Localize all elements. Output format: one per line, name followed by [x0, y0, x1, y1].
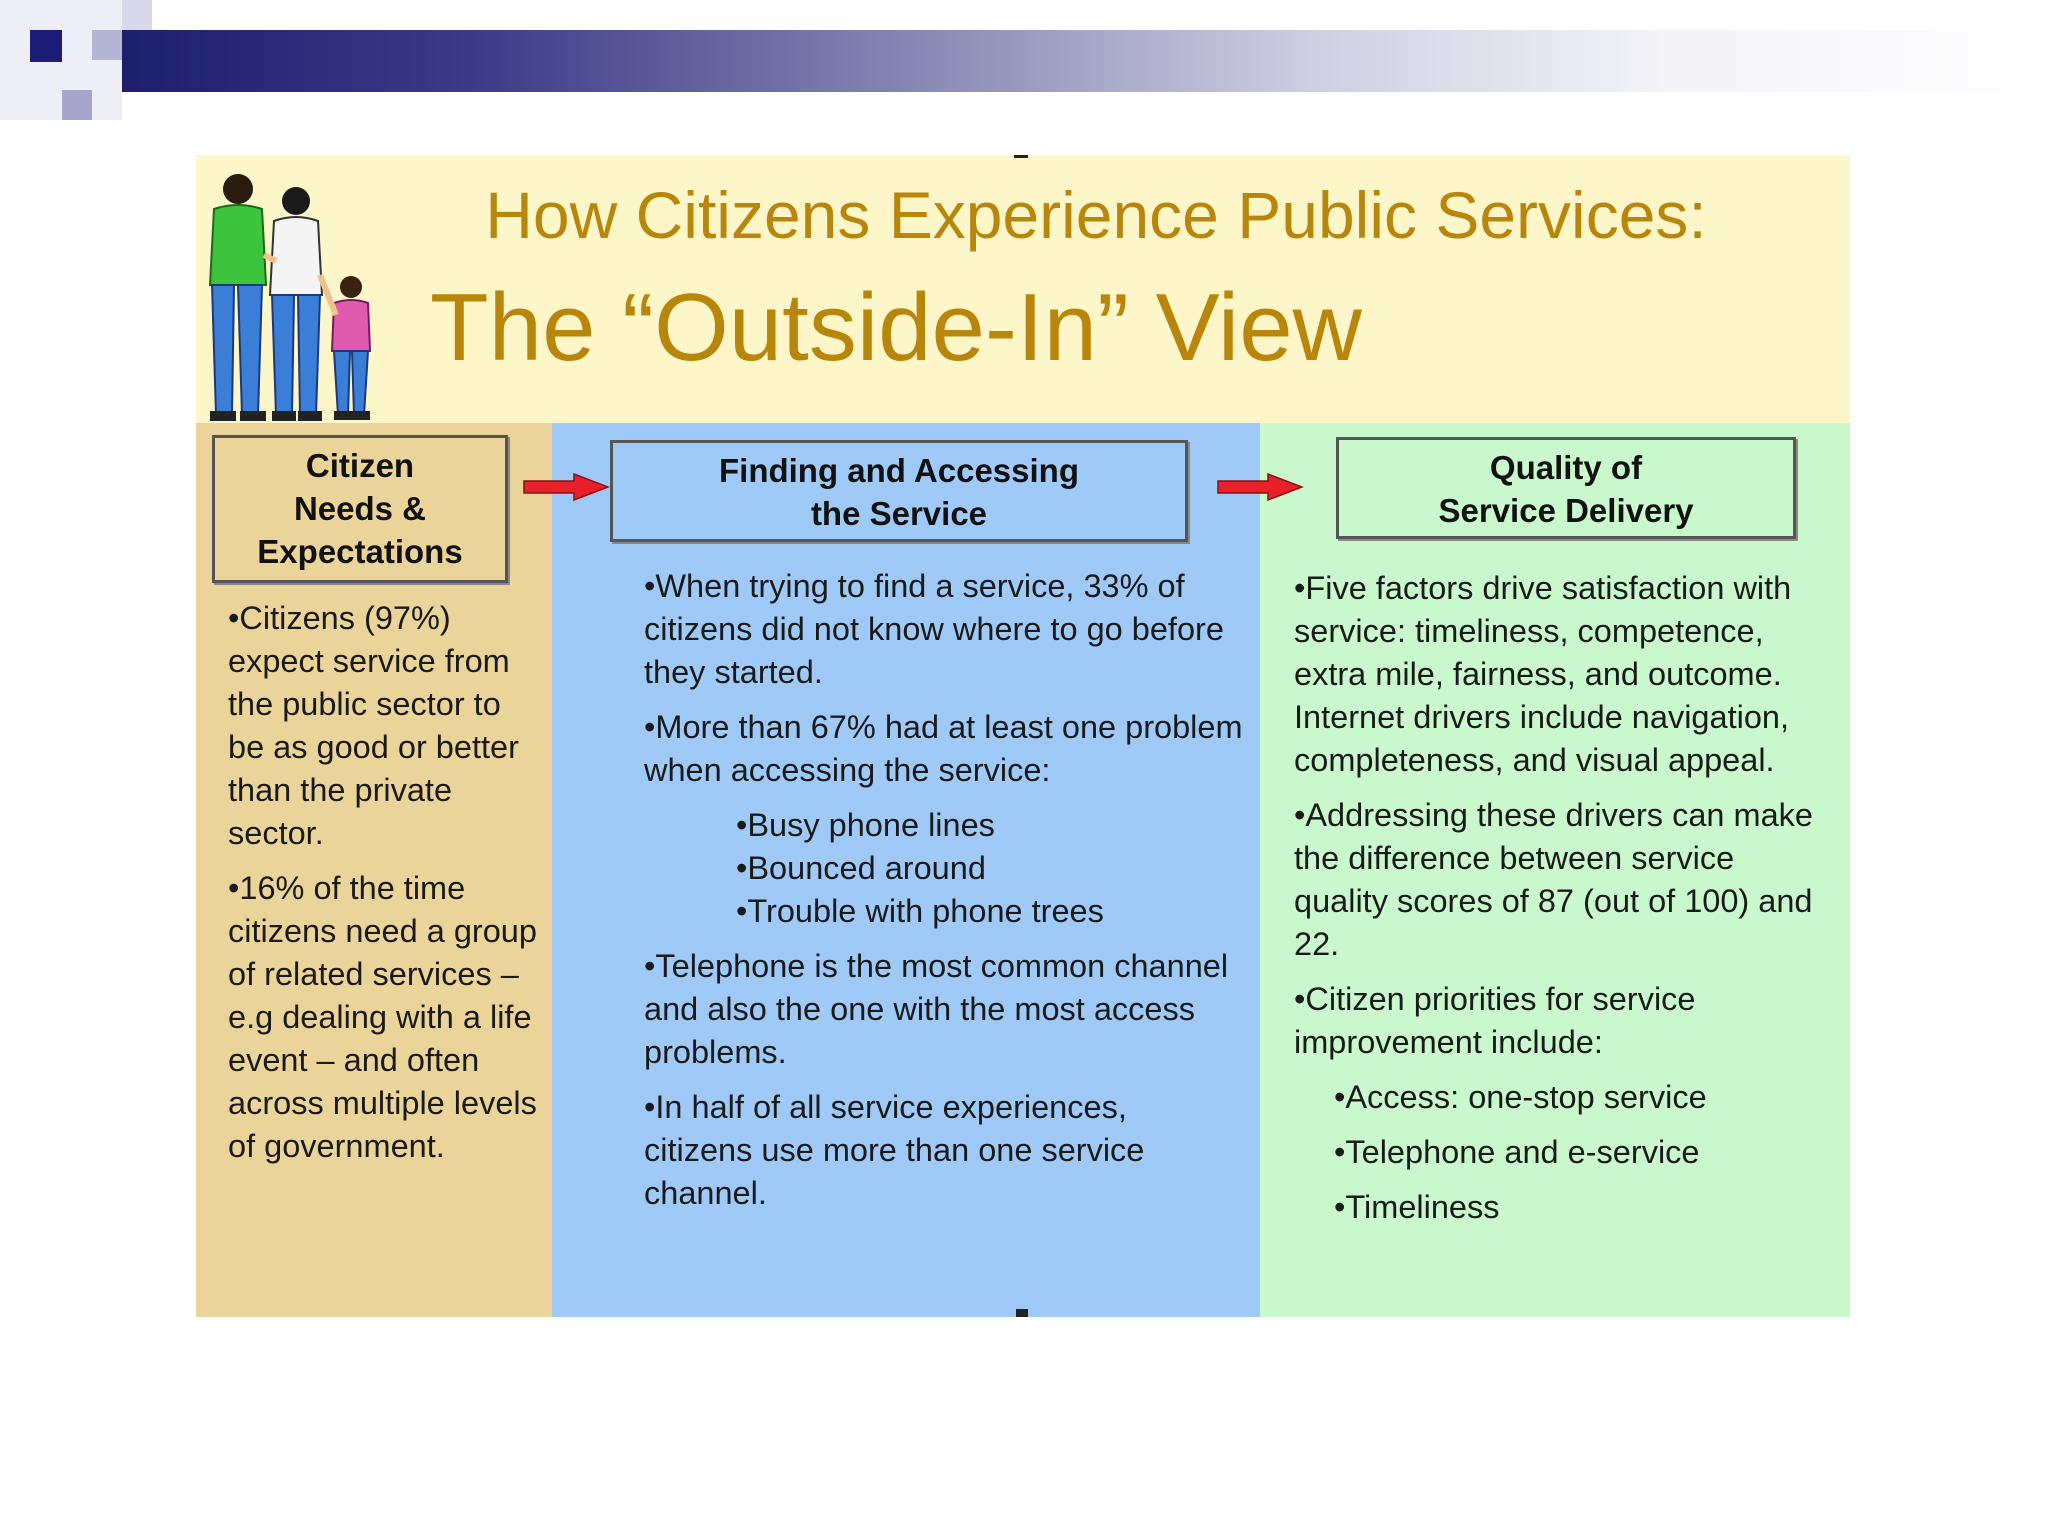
sub-bullet-list [1294, 1076, 1834, 1229]
header-box-quality-delivery [1336, 437, 1796, 539]
header-line: Expectations [257, 533, 463, 570]
bullet-paragraph: •Addressing these drivers can make the difference between service quality scores of 87 (out of 100) and 22. [1294, 797, 1813, 962]
slide [196, 155, 1850, 1317]
title-line-2: The “Outside-In” View [430, 274, 1362, 381]
header-box-finding-accessing [610, 440, 1188, 542]
header-gradient-bar [122, 30, 2048, 92]
top-tick-mark [1014, 155, 1028, 158]
column-3-body [1294, 567, 1834, 1229]
bullet-paragraph: •Citizens (97%) expect service from the public sector to be as good or better than the private sector. [228, 600, 519, 851]
bottom-tick-mark [1016, 1309, 1028, 1317]
header-line: Needs & [293, 490, 427, 527]
header-line: the Service [810, 495, 988, 532]
corner-square-dark [30, 30, 62, 62]
sub-bullet: •Bounced around [736, 850, 986, 886]
header-line: Citizen [305, 447, 415, 484]
sub-bullet: •Busy phone lines [736, 807, 995, 843]
column-2-body [644, 565, 1244, 1227]
sub-bullet: •Access: one-stop service [1334, 1079, 1707, 1115]
header-box-citizen-needs [212, 435, 508, 583]
bullet-paragraph: •16% of the time citizens need a group of related services – e.g dealing with a life event – and often across multiple levels of government. [228, 870, 537, 1164]
bullet-paragraph: •When trying to find a service, 33% of citizens did not know where to go before they started. [644, 568, 1224, 690]
bullet-paragraph: •Citizen priorities for service improvement include: [1294, 981, 1696, 1060]
corner-square-light [92, 30, 122, 60]
sub-bullet: •Timeliness [1334, 1189, 1500, 1225]
bullet-paragraph: •More than 67% had at least one problem when accessing the service: [644, 709, 1243, 788]
sub-bullet: •Trouble with phone trees [736, 893, 1104, 929]
header-line: Finding and Accessing [719, 452, 1079, 489]
title-banner [196, 155, 1850, 423]
bullet-paragraph: •Telephone is the most common channel and also the one with the most access problems. [644, 948, 1229, 1070]
bullet-paragraph: •Five factors drive satisfaction with service: timeliness, competence, extra mile, fairness, and outcome. Internet drivers include navigation, completeness, and visual appeal. [1294, 570, 1792, 778]
header-line: Service Delivery [1438, 492, 1694, 529]
bullet-paragraph: •In half of all service experiences, citizens use more than one service channel. [644, 1089, 1145, 1211]
right-arrow-icon [1216, 473, 1304, 501]
sub-bullet-list [644, 804, 1244, 933]
header-line: Quality of [1489, 449, 1643, 486]
right-arrow-icon [522, 473, 610, 501]
corner-square-pale [122, 0, 152, 30]
column-1-body [228, 597, 538, 1180]
corner-square-light-2 [62, 90, 92, 120]
title-line-1: How Citizens Experience Public Services: [485, 178, 1707, 252]
sub-bullet: •Telephone and e-service [1334, 1134, 1700, 1170]
